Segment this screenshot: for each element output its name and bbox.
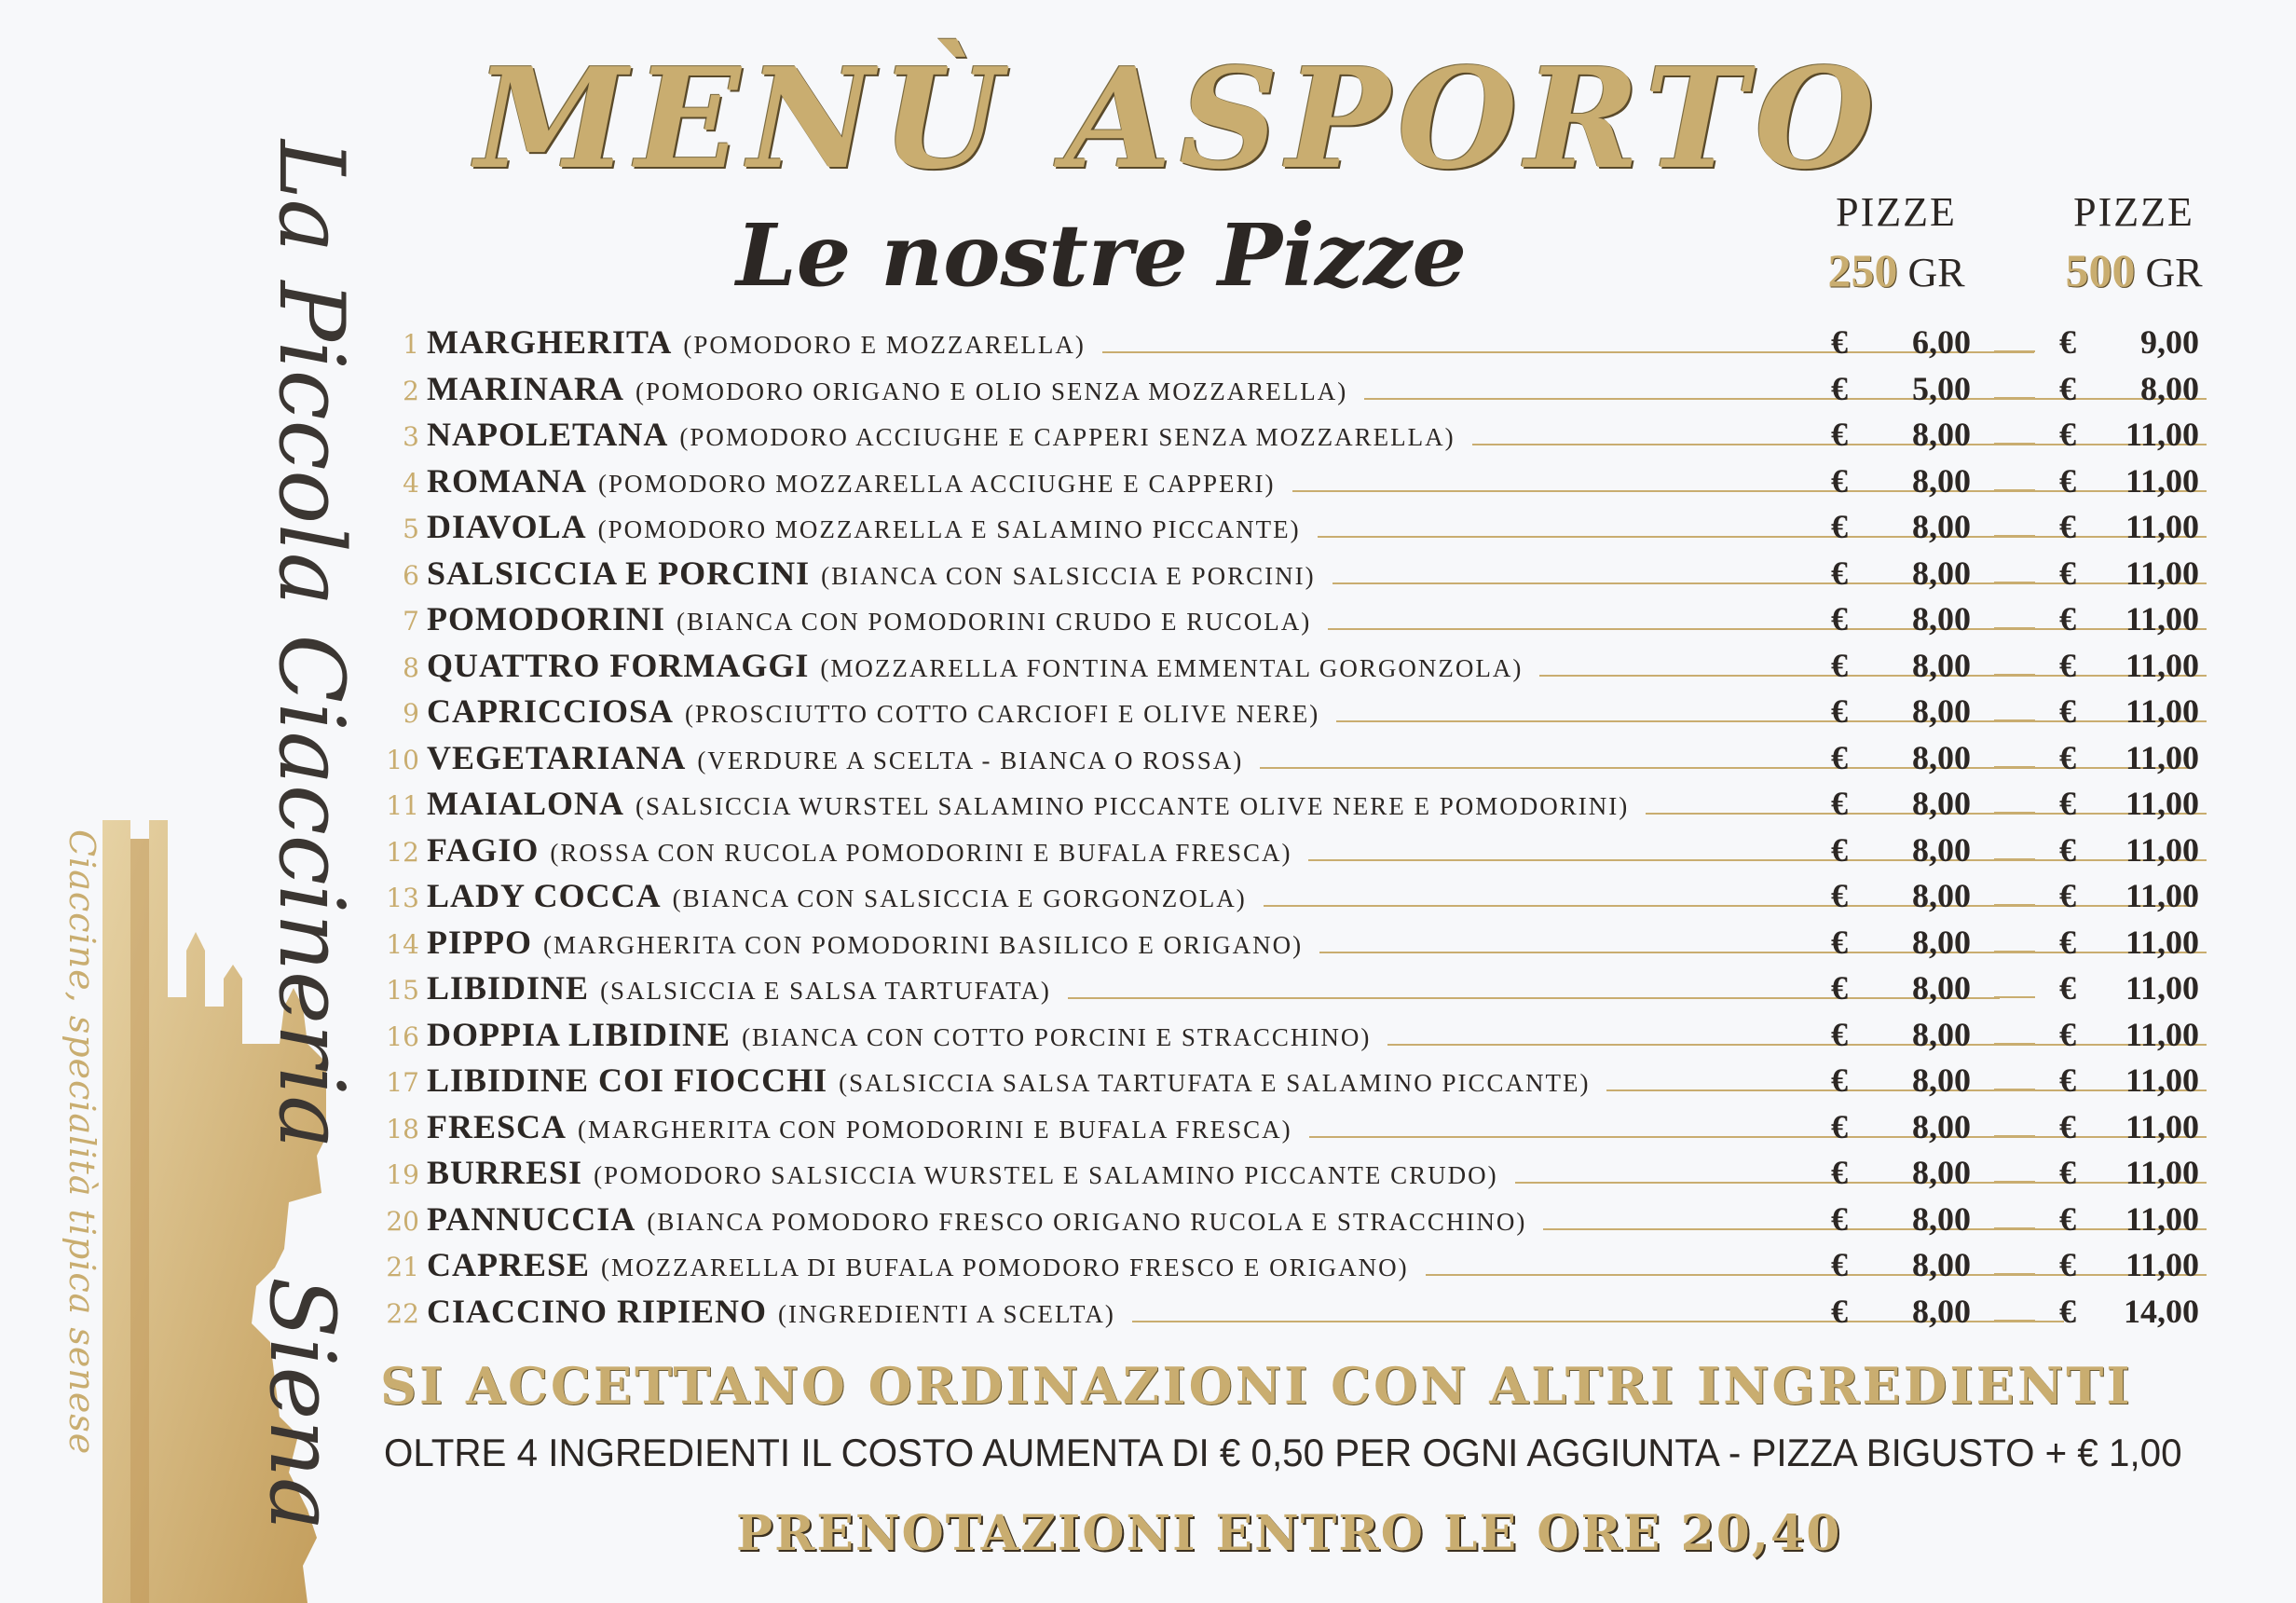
pizza-number: 10 — [386, 744, 419, 775]
column-size — [2027, 243, 2241, 297]
currency-symbol: € — [2059, 1015, 2076, 1053]
currency-symbol: € — [1831, 969, 1848, 1007]
price-separator — [1994, 904, 2035, 906]
pizza-row — [382, 322, 2227, 369]
price-value: 11,00 — [2125, 646, 2199, 684]
pizza-name: FAGIO — [427, 830, 540, 869]
price-value: 11,00 — [2125, 1154, 2199, 1191]
price-250 — [1831, 1153, 1971, 1192]
pizza-description: (POMODORO ORIGANO E OLIO SENZA MOZZARELLA) — [635, 377, 1348, 405]
price-500 — [2059, 1107, 2199, 1146]
pizza-number: 14 — [386, 928, 419, 960]
currency-symbol: € — [2059, 877, 2076, 914]
price-separator — [1994, 1135, 2035, 1137]
currency-symbol: € — [1831, 1199, 1848, 1238]
price-250 — [1831, 1015, 1971, 1054]
pizza-number: 3 — [403, 421, 419, 452]
pizza-name: CAPRESE — [427, 1246, 591, 1283]
price-value: 11,00 — [2125, 508, 2199, 545]
pizza-number: 4 — [403, 467, 419, 499]
pizza-row — [382, 1107, 2227, 1154]
footer-note-pricing: OLTRE 4 INGREDIENTI IL COSTO AUMENTA DI € 0,50 PER OGNI AGGIUNTA - PIZZA BIGUSTO + € 1,00 — [384, 1431, 2182, 1474]
column-label: PIZZE — [2073, 189, 2194, 235]
pizza-name: SALSICCIA E PORCINI — [427, 554, 811, 592]
pizza-row — [382, 876, 2227, 923]
pizza-row — [382, 554, 2227, 600]
pizza-row — [382, 1245, 2227, 1292]
pizza-name: MARINARA — [427, 369, 624, 407]
page-title: MENÙ ASPORTO — [475, 37, 1882, 199]
sidebar-decoration — [62, 56, 373, 1547]
price-value: 8,00 — [1912, 1154, 1971, 1191]
pizza-name: PIPPO — [427, 923, 532, 961]
currency-symbol: € — [1831, 1292, 1848, 1330]
price-value: 11,00 — [2125, 416, 2199, 453]
pizza-name: NAPOLETANA — [427, 416, 669, 453]
currency-symbol: € — [1831, 461, 1848, 500]
pizza-name: LIBIDINE — [427, 969, 590, 1007]
currency-symbol: € — [1831, 830, 1848, 869]
price-value: 11,00 — [2125, 969, 2199, 1007]
price-value: 11,00 — [2125, 923, 2199, 961]
price-500 — [2059, 554, 2199, 593]
pizza-row — [382, 646, 2227, 692]
pizza-description: (BIANCA CON COTTO PORCINI E STRACCHINO) — [742, 1022, 1372, 1051]
price-value: 8,00 — [1912, 1246, 1971, 1283]
price-500 — [2059, 968, 2199, 1007]
dotted-leader — [1264, 905, 2195, 907]
currency-symbol: € — [1831, 738, 1848, 776]
price-value: 8,00 — [1912, 738, 1971, 776]
currency-symbol: € — [1831, 508, 1848, 545]
pizza-description: (POMODORO E MOZZARELLA) — [683, 331, 1086, 359]
currency-symbol: € — [1831, 1107, 1848, 1145]
pizza-name: BURRESI — [427, 1154, 583, 1191]
pizza-description: (MOZZARELLA DI BUFALA POMODORO FRESCO E ORIGANO) — [601, 1254, 1409, 1281]
pizza-name: CAPRICCIOSA — [427, 692, 675, 730]
pizza-description: (ROSSA CON RUCOLA POMODORINI E BUFALA FRESCA) — [550, 838, 1292, 867]
price-value: 11,00 — [2125, 461, 2199, 500]
pizza-number: 16 — [386, 1021, 419, 1052]
price-500 — [2059, 876, 2199, 915]
currency-symbol: € — [1831, 1015, 1848, 1053]
price-value: 11,00 — [2125, 1062, 2199, 1099]
price-separator — [1994, 1273, 2035, 1275]
pizza-number: 9 — [403, 698, 419, 729]
sidebar-brand: La Piccola Ciaccineria — [259, 140, 363, 1149]
pizza-number: 21 — [386, 1252, 419, 1282]
price-250 — [1831, 1061, 1971, 1100]
price-500 — [2059, 784, 2199, 823]
currency-symbol: € — [1831, 369, 1848, 407]
price-value: 6,00 — [1912, 323, 1971, 361]
currency-symbol: € — [1831, 785, 1848, 822]
price-value: 8,00 — [1912, 923, 1971, 961]
price-500 — [2059, 1292, 2199, 1331]
currency-symbol: € — [2059, 1062, 2076, 1099]
price-value: 11,00 — [2125, 1107, 2199, 1145]
pizza-name: MARGHERITA — [427, 323, 673, 361]
pizza-description: (INGREDIENTI A SCELTA) — [778, 1299, 1115, 1328]
price-250 — [1831, 369, 1971, 408]
price-250 — [1831, 968, 1971, 1007]
pizza-row — [382, 599, 2227, 646]
pizza-row — [382, 415, 2227, 461]
currency-symbol: € — [1831, 416, 1848, 453]
price-value: 8,00 — [2140, 369, 2199, 407]
pizza-description: (MARGHERITA CON POMODORINI E BUFALA FRESCA) — [578, 1115, 1292, 1144]
price-250 — [1831, 554, 1971, 593]
pizza-number: 20 — [386, 1205, 419, 1237]
currency-symbol: € — [2059, 554, 2076, 592]
price-500 — [2059, 738, 2199, 777]
price-separator — [1994, 397, 2035, 399]
pizza-row — [382, 1292, 2227, 1338]
pizza-row — [382, 738, 2227, 785]
pizza-row — [382, 507, 2227, 554]
pizza-number: 15 — [386, 975, 419, 1006]
column-size-unit: GR — [1907, 250, 1965, 295]
currency-symbol: € — [2059, 692, 2076, 730]
price-separator — [1994, 582, 2035, 583]
price-separator — [1994, 951, 2035, 952]
price-separator — [1994, 766, 2035, 768]
price-250 — [1831, 322, 1971, 362]
pizza-row — [382, 369, 2227, 416]
pizza-name: PANNUCCIA — [427, 1199, 636, 1238]
price-separator — [1994, 1089, 2035, 1090]
price-500 — [2059, 1061, 2199, 1100]
pizza-description: (VERDURE A SCELTA - BIANCA O ROSSA) — [697, 746, 1244, 774]
price-value: 11,00 — [2125, 1199, 2199, 1238]
column-size-unit: GR — [2145, 250, 2203, 295]
currency-symbol: € — [2059, 738, 2076, 776]
column-label: PIZZE — [1836, 189, 1957, 235]
price-250 — [1831, 599, 1971, 638]
price-500 — [2059, 923, 2199, 962]
price-value: 8,00 — [1912, 600, 1971, 637]
price-value: 8,00 — [1912, 461, 1971, 500]
price-separator — [1994, 443, 2035, 445]
price-value: 11,00 — [2125, 692, 2199, 730]
price-value: 8,00 — [1912, 785, 1971, 822]
currency-symbol: € — [2059, 1199, 2076, 1238]
currency-symbol: € — [1831, 554, 1848, 592]
currency-symbol: € — [2059, 785, 2076, 822]
pizza-name: LADY COCCA — [427, 877, 662, 914]
price-value: 8,00 — [1912, 1107, 1971, 1145]
pizza-name: DOPPIA LIBIDINE — [427, 1015, 731, 1053]
price-separator — [1994, 1320, 2035, 1322]
price-250 — [1831, 1199, 1971, 1239]
pizza-description: (POMODORO SALSICCIA WURSTEL E SALAMINO PICCANTE CRUDO) — [594, 1161, 1498, 1189]
price-value: 8,00 — [1912, 646, 1971, 684]
pizza-number: 13 — [386, 883, 419, 913]
price-500 — [2059, 599, 2199, 638]
pizza-description: (BIANCA CON POMODORINI CRUDO E RUCOLA) — [676, 608, 1312, 636]
price-separator — [1994, 627, 2035, 629]
currency-symbol: € — [2059, 508, 2076, 545]
pizza-description: (SALSICCIA WURSTEL SALAMINO PICCANTE OLIVE NERE E POMODORINI) — [636, 792, 1630, 820]
price-250 — [1831, 1292, 1971, 1331]
price-250 — [1831, 738, 1971, 777]
pizza-number: 2 — [403, 375, 419, 406]
price-separator — [1994, 996, 2035, 998]
sidebar-tagline: Ciaccine, specialità tipica senese — [62, 829, 102, 1456]
pizza-row — [382, 1153, 2227, 1199]
currency-symbol: € — [2059, 1292, 2076, 1330]
pizza-name: QUATTRO FORMAGGI — [427, 646, 810, 684]
currency-symbol: € — [2059, 461, 2076, 500]
pizza-name: FRESCA — [427, 1107, 567, 1145]
pizza-row — [382, 923, 2227, 969]
price-500 — [2059, 461, 2199, 500]
price-250 — [1831, 692, 1971, 731]
pizza-number: 6 — [403, 559, 419, 591]
pizza-number: 12 — [386, 836, 419, 868]
pizza-row — [382, 1015, 2227, 1062]
pizza-description: (BIANCA POMODORO FRESCO ORIGANO RUCOLA E STRACCHINO) — [647, 1207, 1527, 1236]
price-500 — [2059, 1199, 2199, 1239]
price-separator — [1994, 1227, 2035, 1229]
price-value: 8,00 — [1912, 554, 1971, 592]
price-value: 11,00 — [2125, 877, 2199, 914]
currency-symbol: € — [2059, 416, 2076, 453]
pizza-name: ROMANA — [427, 461, 587, 500]
price-250 — [1831, 830, 1971, 870]
price-500 — [2059, 830, 2199, 870]
price-value: 8,00 — [1912, 416, 1971, 453]
pizza-name: DIAVOLA — [427, 508, 587, 545]
pizza-description: (BIANCA CON SALSICCIA E GORGONZOLA) — [672, 884, 1247, 912]
column-header-500 — [2027, 188, 2241, 297]
currency-symbol: € — [2059, 646, 2076, 684]
currency-symbol: € — [2059, 369, 2076, 407]
dotted-leader — [1260, 767, 2192, 769]
pizza-description: (SALSICCIA SALSA TARTUFATA E SALAMINO PICCANTE) — [839, 1069, 1591, 1097]
pizza-number: 18 — [386, 1113, 419, 1144]
price-500 — [2059, 322, 2199, 362]
price-500 — [2059, 507, 2199, 546]
price-500 — [2059, 415, 2199, 454]
pizza-description: (MOZZARELLA FONTINA EMMENTAL GORGONZOLA) — [820, 653, 1524, 682]
price-500 — [2059, 369, 2199, 408]
price-value: 8,00 — [1912, 1199, 1971, 1238]
column-size — [1789, 243, 2003, 297]
pizza-row — [382, 968, 2227, 1015]
currency-symbol: € — [2059, 1107, 2076, 1145]
pizza-description: (BIANCA CON SALSICCIA E PORCINI) — [821, 561, 1316, 590]
price-250 — [1831, 923, 1971, 962]
price-value: 11,00 — [2125, 1015, 2199, 1053]
currency-symbol: € — [2059, 600, 2076, 637]
price-separator — [1994, 719, 2035, 721]
pizza-name: VEGETARIANA — [427, 738, 687, 776]
price-value: 8,00 — [1912, 508, 1971, 545]
price-250 — [1831, 784, 1971, 823]
price-separator — [1994, 1043, 2035, 1045]
footer-note-ingredients: SI ACCETTANO ORDINAZIONI CON ALTRI INGREDIENTI — [380, 1356, 2133, 1416]
price-value: 8,00 — [1912, 1015, 1971, 1053]
currency-symbol: € — [1831, 923, 1848, 961]
price-250 — [1831, 1107, 1971, 1146]
price-250 — [1831, 461, 1971, 500]
currency-symbol: € — [1831, 600, 1848, 637]
pizza-number: 19 — [386, 1159, 419, 1190]
price-250 — [1831, 876, 1971, 915]
currency-symbol: € — [2059, 323, 2076, 361]
price-value: 8,00 — [1912, 877, 1971, 914]
currency-symbol: € — [1831, 323, 1848, 361]
pizza-row — [382, 692, 2227, 738]
sidebar-city: Siena — [250, 1277, 354, 1531]
price-value: 8,00 — [1912, 692, 1971, 730]
currency-symbol: € — [1831, 1246, 1848, 1283]
pizza-description: (POMODORO MOZZARELLA ACCIUGHE E CAPPERI) — [597, 469, 1276, 498]
pizza-description: (SALSICCIA E SALSA TARTUFATA) — [600, 977, 1051, 1005]
pizza-row — [382, 1061, 2227, 1107]
pizza-name: MAIALONA — [427, 785, 624, 822]
price-250 — [1831, 1245, 1971, 1284]
price-value: 11,00 — [2125, 830, 2199, 869]
price-value: 5,00 — [1912, 369, 1971, 407]
pizza-description: (MARGHERITA CON POMODORINI BASILICO E ORIGANO) — [542, 930, 1304, 959]
pizza-number: 17 — [386, 1067, 419, 1098]
pizza-name: CIACCINO RIPIENO — [427, 1292, 768, 1330]
column-header-250 — [1789, 188, 2003, 297]
pizza-name: LIBIDINE COI FIOCCHI — [427, 1062, 828, 1099]
price-separator — [1994, 812, 2035, 814]
price-separator — [1994, 350, 2035, 352]
price-separator — [1994, 858, 2035, 860]
currency-symbol: € — [1831, 1154, 1848, 1191]
pizza-number: 1 — [403, 329, 419, 360]
price-500 — [2059, 1015, 2199, 1054]
column-size-number: 250 — [1827, 244, 1898, 296]
price-250 — [1831, 507, 1971, 546]
currency-symbol: € — [1831, 1062, 1848, 1099]
pizza-description: (POMODORO MOZZARELLA E SALAMINO PICCANTE) — [597, 515, 1301, 543]
pizza-number: 22 — [386, 1297, 419, 1329]
currency-symbol: € — [1831, 646, 1848, 684]
price-value: 8,00 — [1912, 1062, 1971, 1099]
price-value: 11,00 — [2125, 1246, 2199, 1283]
price-separator — [1994, 674, 2035, 676]
currency-symbol: € — [2059, 830, 2076, 869]
pizza-number: 8 — [403, 651, 419, 683]
pizza-name: POMODORINI — [427, 600, 665, 637]
price-separator — [1994, 489, 2035, 491]
price-500 — [2059, 1245, 2199, 1284]
price-value: 11,00 — [2125, 785, 2199, 822]
currency-symbol: € — [2059, 1154, 2076, 1191]
pizza-description: (PROSCIUTTO COTTO CARCIOFI E OLIVE NERE) — [685, 700, 1320, 728]
price-250 — [1831, 646, 1971, 685]
currency-symbol: € — [1831, 692, 1848, 730]
currency-symbol: € — [2059, 969, 2076, 1007]
pizza-row — [382, 461, 2227, 508]
price-value: 9,00 — [2140, 323, 2199, 361]
price-250 — [1831, 415, 1971, 454]
currency-symbol: € — [2059, 923, 2076, 961]
price-value: 11,00 — [2125, 738, 2199, 776]
pizza-number: 7 — [403, 606, 419, 637]
price-separator — [1994, 535, 2035, 537]
column-size-number: 500 — [2065, 244, 2136, 296]
pizza-number: 5 — [403, 514, 419, 544]
price-separator — [1994, 1181, 2035, 1183]
price-value: 14,00 — [2124, 1292, 2199, 1330]
price-value: 8,00 — [1912, 969, 1971, 1007]
price-500 — [2059, 692, 2199, 731]
price-500 — [2059, 1153, 2199, 1192]
currency-symbol: € — [2059, 1246, 2076, 1283]
price-value: 8,00 — [1912, 830, 1971, 869]
price-value: 11,00 — [2125, 554, 2199, 592]
pizza-row — [382, 784, 2227, 830]
price-500 — [2059, 646, 2199, 685]
pizza-list — [382, 322, 2227, 1337]
footer-note-reservations: PRENOTAZIONI ENTRO LE ORE 20,40 — [736, 1505, 1842, 1562]
pizza-row — [382, 830, 2227, 877]
page-subtitle: Le nostre Pizze — [736, 205, 1467, 306]
pizza-number: 11 — [386, 790, 419, 821]
price-value: 11,00 — [2125, 600, 2199, 637]
price-value: 8,00 — [1912, 1292, 1971, 1330]
pizza-row — [382, 1199, 2227, 1246]
currency-symbol: € — [1831, 877, 1848, 914]
pizza-description: (POMODORO ACCIUGHE E CAPPERI SENZA MOZZARELLA) — [679, 423, 1456, 451]
